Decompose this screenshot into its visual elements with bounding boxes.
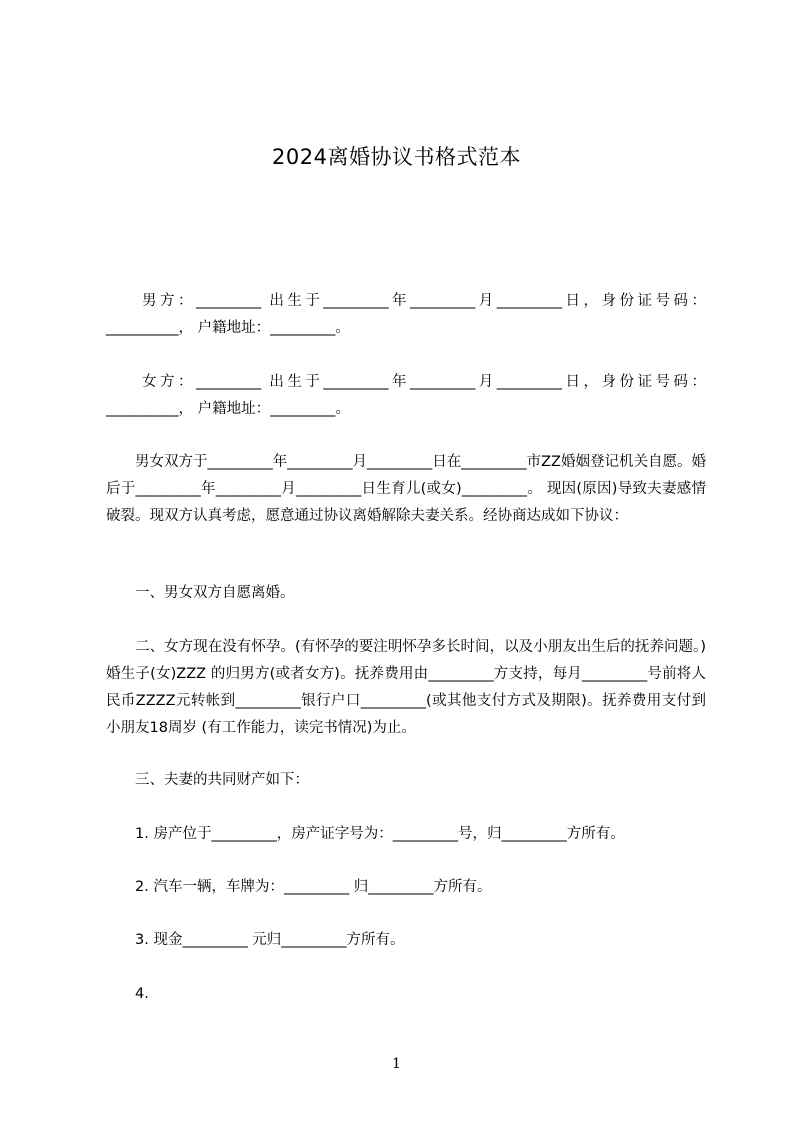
paragraph-wife-info: 女方：_________ 出生于_________年_________月_________日，身份证号码：__________， 户籍地址：_________。 (106, 374, 706, 417)
paragraph-clause-three: 三、夫妻的共同财产如下： (106, 772, 309, 788)
paragraph-marriage-background: 男女双方于_________年_________月_________日在_________市ZZ婚姻登记机关自愿。婚后于_________年_________月_________日生育儿(或女)_________。 现因(原因)导致夫妻感情破裂。现双方认真考虑，愿意通过协议离婚解除夫妻关系。经协商达成如下协议： (106, 454, 706, 524)
paragraph-property-car: 2. 汽车一辆，车牌为：_________ 归_________方所有。 (106, 879, 492, 895)
paragraph-property-house: 1. 房产位于_________，房产证字号为：_________号，归_________方所有。 (106, 826, 625, 842)
paragraph-husband-info: 男方：_________ 出生于_________年_________月_________日，身份证号码：__________， 户籍地址：_________。 (106, 293, 706, 336)
paragraph-property-item-four: 4. (106, 986, 149, 1002)
page-number: 1 (392, 1056, 401, 1072)
paragraph-clause-one: 一、男女双方自愿离婚。 (106, 585, 295, 601)
paragraph-clause-two: 二、女方现在没有怀孕。(有怀孕的要注明怀孕多长时间，以及小朋友出生后的抚养问题。)婚生子(女)ZZZ 的归男方(或者女方)。抚养费用由_________方支持，每月_________号前将人民币ZZZZ元转帐到_________银行户口_________(或其他支付方式及期限)。抚养费用支付到小朋友18周岁 (有工作能力，读完书情况)为止。 (106, 639, 706, 736)
document-title: 2024离婚协议书格式范本 (272, 145, 521, 169)
paragraph-property-cash: 3. 现金_________ 元归_________方所有。 (106, 932, 405, 948)
